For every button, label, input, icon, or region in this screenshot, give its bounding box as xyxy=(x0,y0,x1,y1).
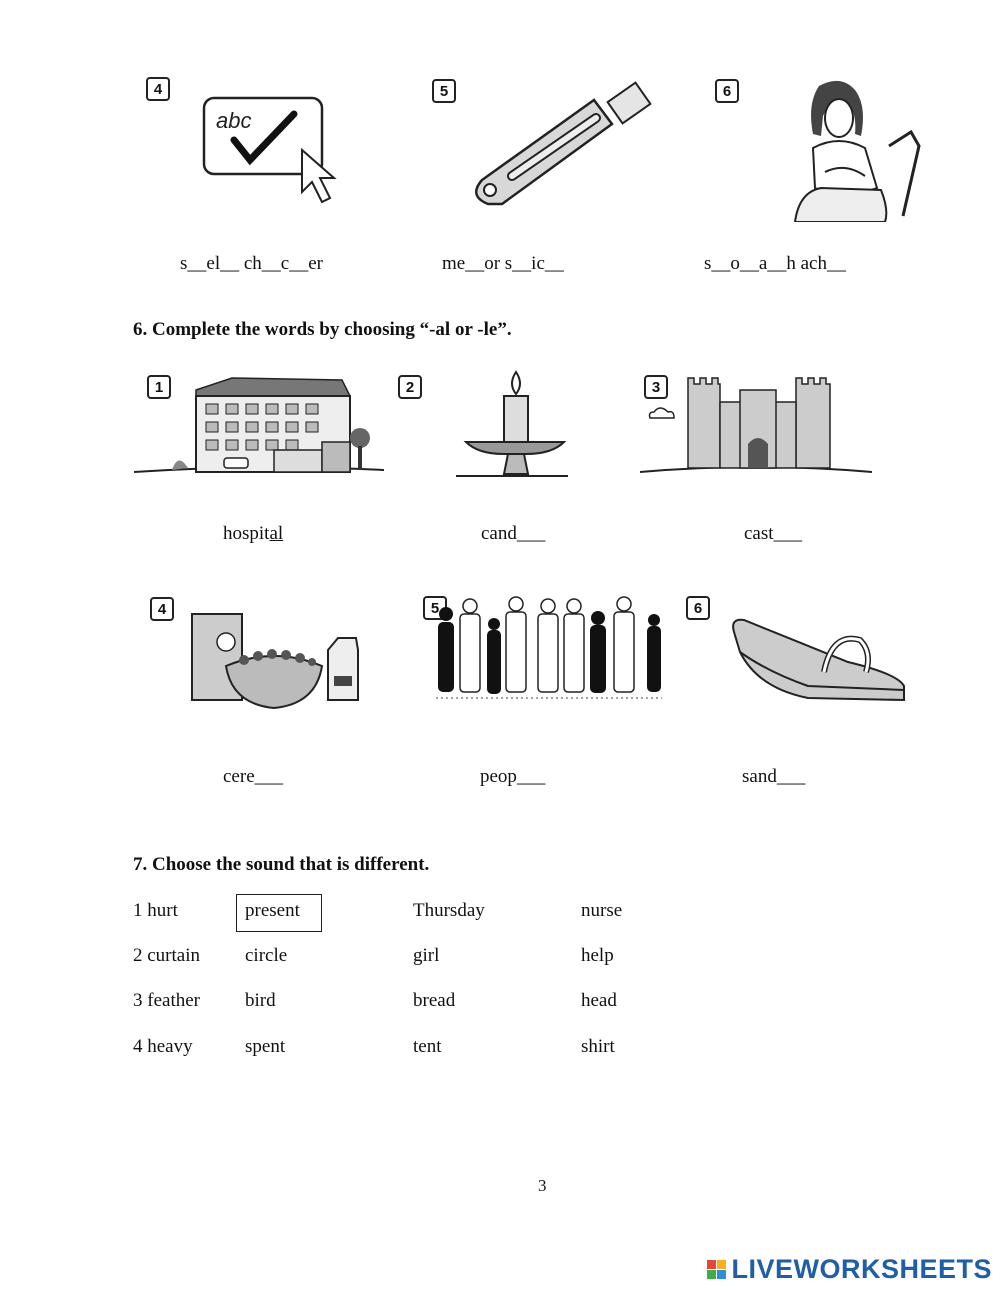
clue-spell-checker: s__el__ ch__c__er xyxy=(180,253,323,274)
word-sandal: sand___ xyxy=(742,766,806,787)
row3-option-3[interactable]: head xyxy=(581,990,617,1011)
row1-option-2[interactable]: Thursday xyxy=(413,900,485,921)
cereal-and-milk-picture xyxy=(188,606,362,712)
group-of-people-picture xyxy=(436,594,662,710)
item-number-2: 2 xyxy=(398,375,422,399)
row1-option-3[interactable]: nurse xyxy=(581,900,623,921)
row1-first-word: 1 hurt xyxy=(133,900,178,921)
word-castle: cast___ xyxy=(744,523,803,544)
woman-stomach-ache-picture xyxy=(785,76,925,222)
svg-text:abc: abc xyxy=(216,108,252,133)
item-number-5: 5 xyxy=(432,79,456,103)
row2-option-1[interactable]: circle xyxy=(245,945,288,966)
item-number-4b: 4 xyxy=(150,597,174,621)
clue-stomach-ache: s__o__a__h ach__ xyxy=(704,253,846,274)
clue-memory-stick: me__or s__ic__ xyxy=(442,253,564,274)
row4-option-1[interactable]: spent xyxy=(245,1036,286,1057)
item-number-4: 4 xyxy=(146,77,170,101)
row4-first-word: 4 heavy xyxy=(133,1036,193,1057)
logo-text: LIVEWORKSHEETS xyxy=(731,1254,992,1284)
row4-option-2[interactable]: tent xyxy=(413,1036,442,1057)
word-hospital-prefix: hospit xyxy=(223,523,270,544)
row4-option-3[interactable]: shirt xyxy=(581,1036,615,1057)
word-cereal: cere___ xyxy=(223,766,284,787)
row2-first-word: 2 curtain xyxy=(133,945,201,966)
item-number-5b: 5 xyxy=(423,596,447,620)
item-number-1: 1 xyxy=(147,375,171,399)
row2-option-2[interactable]: girl xyxy=(413,945,440,966)
usb-memory-stick-picture xyxy=(462,80,662,210)
row3-first-word: 3 feather xyxy=(133,990,200,1011)
item-number-6: 6 xyxy=(715,79,739,103)
row3-option-2[interactable]: bread xyxy=(413,990,456,1011)
row2-option-3[interactable]: help xyxy=(581,945,614,966)
word-hospital xyxy=(223,523,283,545)
word-people: peop___ xyxy=(480,766,546,787)
page-number: 3 xyxy=(538,1176,547,1195)
castle-picture xyxy=(640,372,872,480)
item-number-6b: 6 xyxy=(686,596,710,620)
candle-picture xyxy=(456,370,568,480)
logo-badge-icon xyxy=(707,1260,726,1279)
item-number-3: 3 xyxy=(644,375,668,399)
section-6-heading: 6. Complete the words by choosing “-al or -le”. xyxy=(133,319,512,340)
row3-option-1[interactable]: bird xyxy=(245,990,276,1011)
spell-checker-picture xyxy=(198,92,358,210)
word-hospital-answer: al xyxy=(269,523,284,544)
word-candle: cand___ xyxy=(481,523,546,544)
hospital-picture xyxy=(134,372,386,480)
sandal-picture xyxy=(728,612,908,704)
section-7-heading: 7. Choose the sound that is different. xyxy=(133,854,430,875)
liveworksheets-logo[interactable] xyxy=(707,1254,992,1285)
row1-option-1[interactable]: present xyxy=(245,900,300,921)
